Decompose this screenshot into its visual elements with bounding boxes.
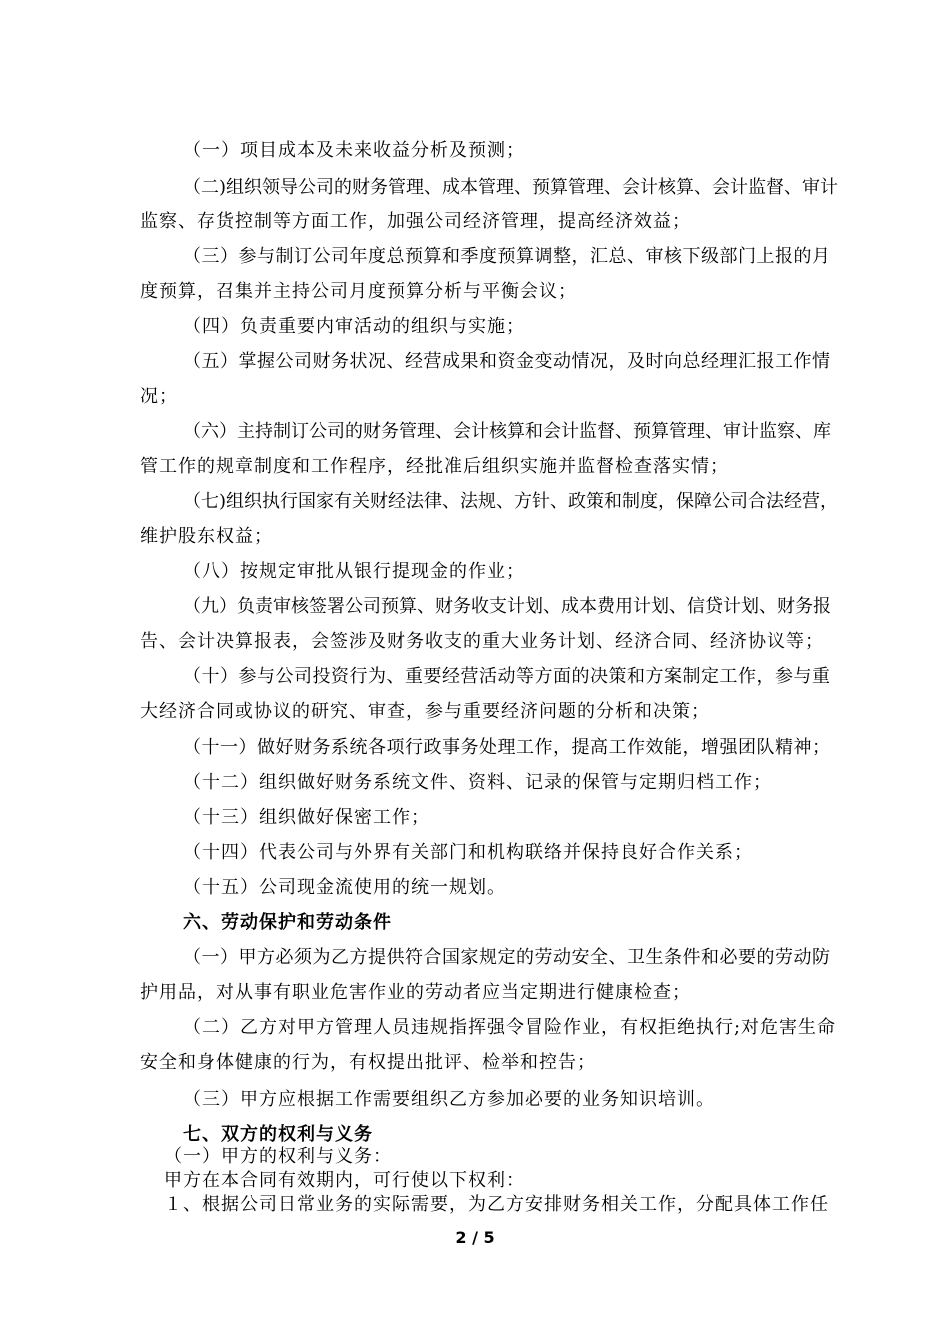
- text-line: 维护股东权益；: [140, 526, 273, 547]
- text-line: （十）参与公司投资行为、重要经营活动等方面的决策和方案制定工作，参与重: [183, 666, 831, 687]
- text-line: 大经济合同或协议的研究、审查，参与重要经济问题的分析和决策；: [140, 701, 710, 722]
- text-line: （二)组织领导公司的财务管理、成本管理、预算管理、会计核算、会计监督、审计: [183, 177, 839, 198]
- text-line: （十二）组织做好财务系统文件、资料、记录的保管与定期归档工作；: [183, 772, 772, 793]
- text-line: （七)组织执行国家有关财经法律、法规、方针、政策和制度，保障公司合法经营，: [183, 491, 839, 512]
- text-line: 监察、存货控制等方面工作，加强公司经济管理，提高经济效益；: [140, 211, 691, 232]
- text-line: （一）甲方的权利与义务：: [164, 1146, 392, 1167]
- text-line: （八）按规定审批从银行提现金的作业；: [183, 561, 525, 582]
- text-line: 告、会计决算报表，会签涉及财务收支的重大业务计划、经济合同、经济协议等；: [140, 631, 824, 652]
- text-line: （十三）组织做好保密工作；: [183, 807, 430, 828]
- text-line: （十一）做好财务系统各项行政事务处理工作，提高工作效能，增强团队精神；: [183, 737, 831, 758]
- text-line: （三）参与制订公司年度总预算和季度预算调整，汇总、审核下级部门上报的月: [183, 246, 831, 267]
- text-line: （十五）公司现金流使用的统一规划。: [183, 877, 506, 898]
- section-heading: 七、双方的权利与义务: [183, 1124, 373, 1145]
- text-line: 安全和身体健康的行为，有权提出批评、检举和控告；: [140, 1052, 596, 1073]
- text-line: 度预算，召集并主持公司月度预算分析与平衡会议；: [140, 281, 577, 302]
- section-heading: 六、劳动保护和劳动条件: [183, 912, 392, 933]
- text-line: （四）负责重要内审活动的组织与实施；: [183, 316, 525, 337]
- text-line: 管工作的规章制度和工作程序，经批准后组织实施并监督检查落实情；: [140, 456, 729, 477]
- text-line: （一）甲方必须为乙方提供符合国家规定的劳动安全、卫生条件和必要的劳动防: [183, 947, 831, 968]
- text-line: （三）甲方应根据工作需要组织乙方参加必要的业务知识培训。: [183, 1089, 715, 1110]
- text-line: 护用品，对从事有职业危害作业的劳动者应当定期进行健康检查；: [140, 982, 691, 1003]
- text-line: （一）项目成本及未来收益分析及预测；: [183, 140, 525, 161]
- text-line: （九）负责审核签署公司预算、财务收支计划、成本费用计划、信贷计划、财务报: [183, 596, 831, 617]
- page-number: 2 / 5: [455, 1228, 495, 1247]
- text-line: （二）乙方对甲方管理人员违规指挥强令冒险作业，有权拒绝执行;对危害生命: [183, 1017, 837, 1038]
- text-line: 甲方在本合同有效期内，可行使以下权利：: [164, 1170, 525, 1191]
- text-line: 况；: [140, 386, 178, 407]
- text-line: （六）主持制订公司的财务管理、会计核算和会计监督、预算管理、审计监察、库: [183, 421, 831, 442]
- text-line: （十四）代表公司与外界有关部门和机构联络并保持良好合作关系；: [183, 842, 753, 863]
- text-line: １、根据公司日常业务的实际需要，为乙方安排财务相关工作，分配具体工作任: [164, 1194, 829, 1215]
- text-line: （五）掌握公司财务状况、经营成果和资金变动情况，及时向总经理汇报工作情: [183, 351, 831, 372]
